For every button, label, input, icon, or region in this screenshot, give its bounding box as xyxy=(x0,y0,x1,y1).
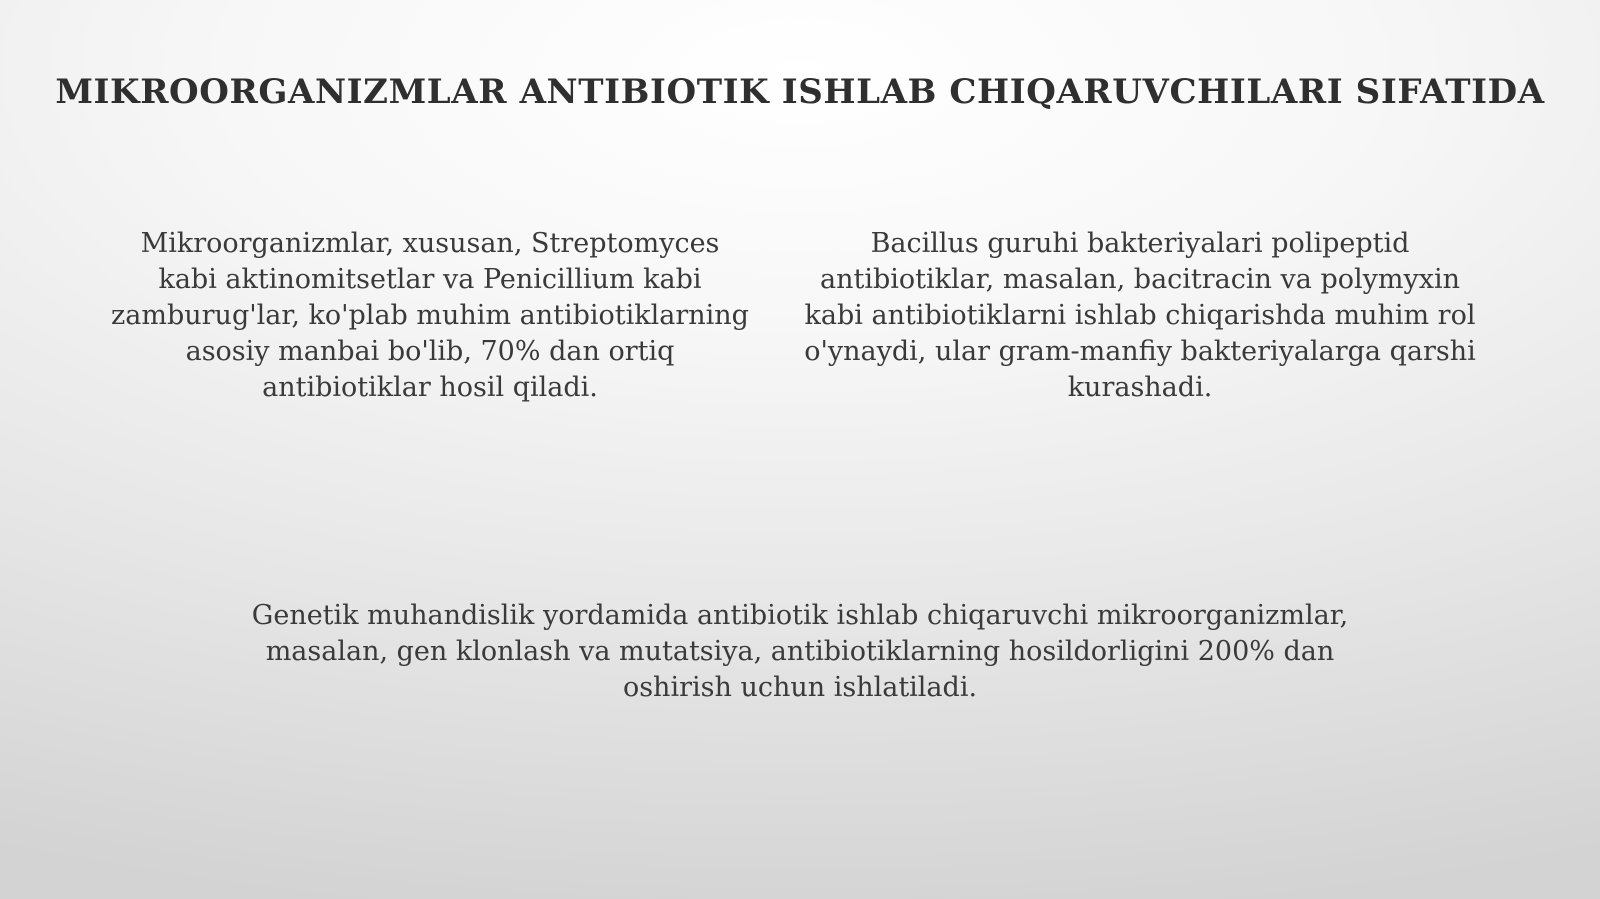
text-block-bacillus: Bacillus guruhi bakteriyalari polipeptid antibiotiklar, masalan, bacitracin va polymyxin kabi antibiotiklarni ishlab chiqarishda muhim rol o'ynaydi, ular gram-manfiy bakteriyalarga qarshi kurashadi. xyxy=(804,228,1476,403)
text-block-genetic-engineering: Genetik muhandislik yordamida antibiotik ishlab chiqaruvchi mikroorganizmlar, masalan, gen klonlash va mutatsiya, antibiotiklarning hosildorligini 200% dan oshirish uchun ishlatiladi. xyxy=(251,600,1349,703)
text-block-actinomycetes: Mikroorganizmlar, xususan, Streptomyces kabi aktinomitsetlar va Penicillium kabi zamburug'lar, ko'plab muhim antibiotiklarning asosiy manbai bo'lib, 70% dan ortiq antibiotiklar hosil qiladi. xyxy=(111,228,749,403)
slide-title: MIKROORGANIZMLAR ANTIBIOTIK ISHLAB CHIQARUVCHILARI SIFATIDA xyxy=(55,72,1545,112)
